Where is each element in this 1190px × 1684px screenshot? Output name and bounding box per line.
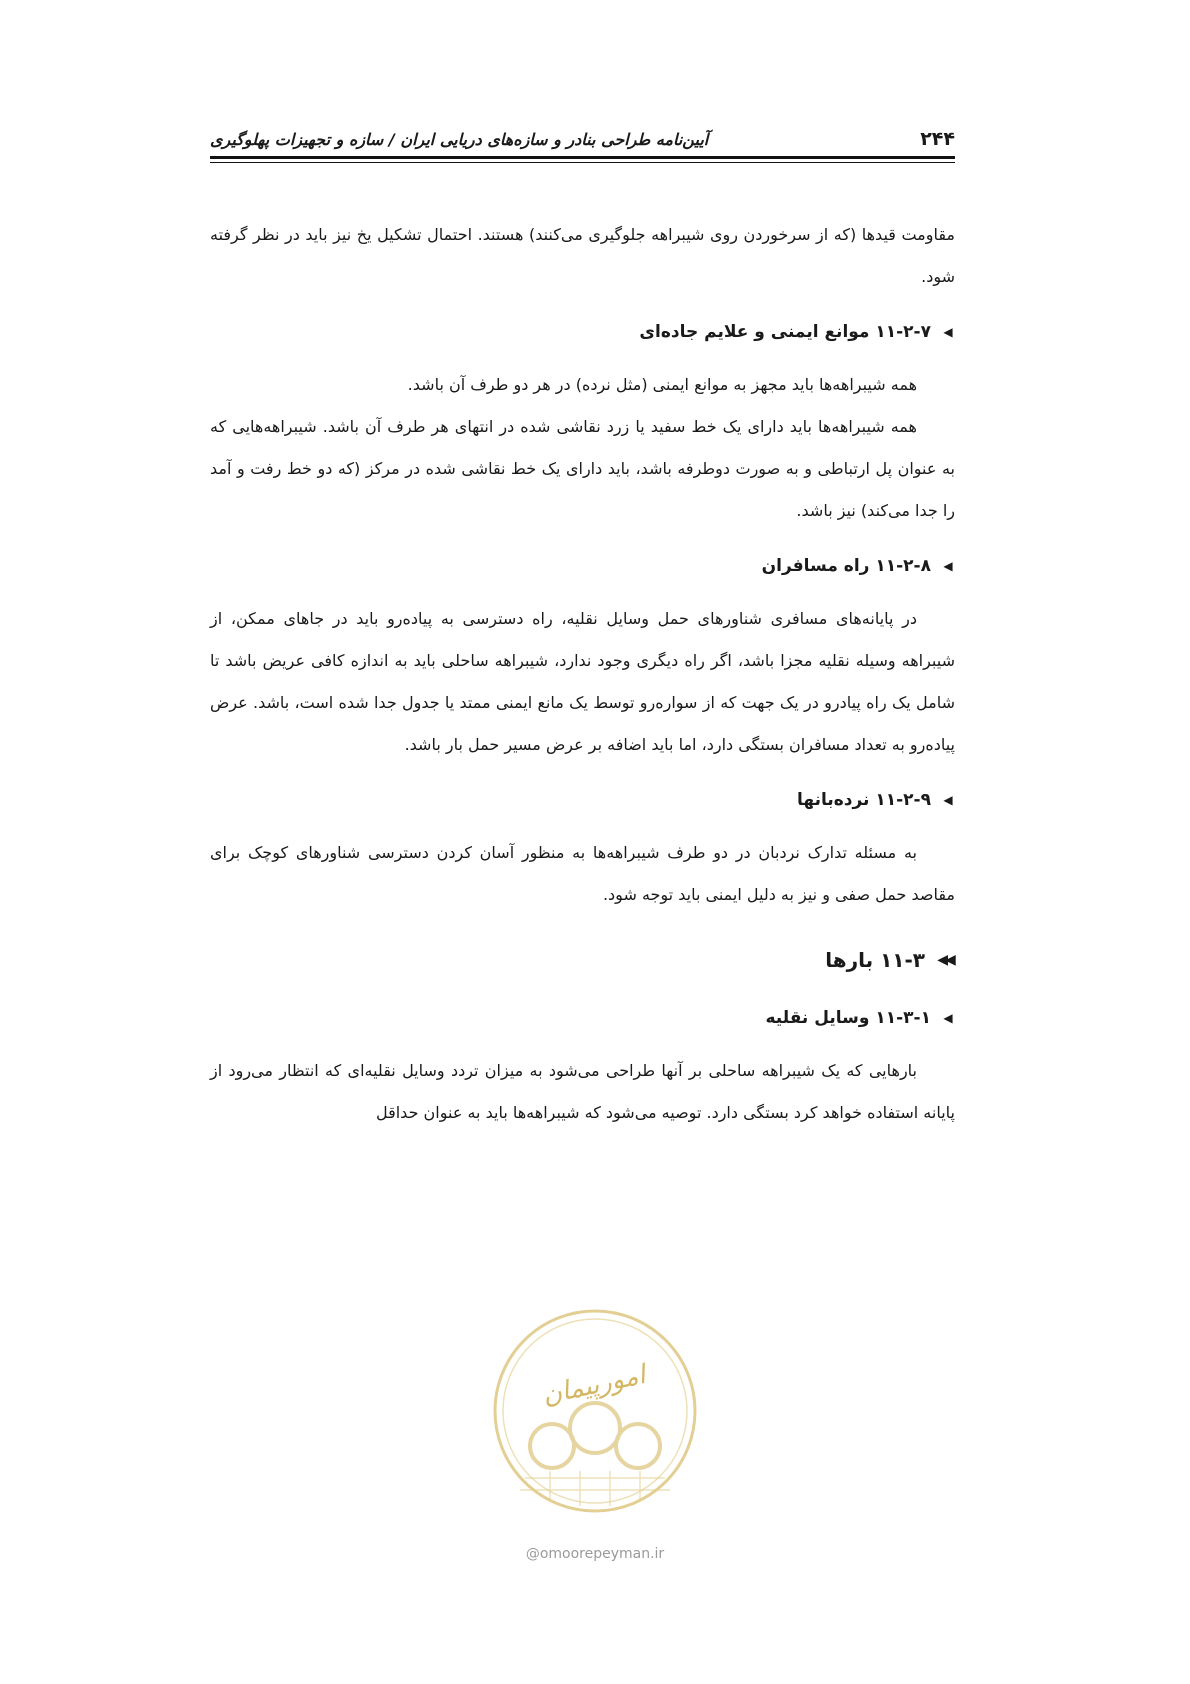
header-rule-thin bbox=[210, 162, 955, 163]
section-title: ۱۱-۲-۸ راه مسافران bbox=[761, 556, 931, 576]
section-title: ۱۱-۲-۷ موانع ایمنی و علایم جاده‌ای bbox=[639, 322, 931, 342]
triangle-left-icon: ◀ bbox=[943, 1011, 953, 1025]
section-heading-3-1 bbox=[210, 1004, 955, 1032]
watermark-url: @omoorepeyman.ir bbox=[525, 1546, 665, 1562]
triangle-left-icon: ◀ bbox=[943, 793, 953, 807]
page-body bbox=[210, 214, 955, 1134]
paragraph: همه شیبراهه‌ها باید مجهز به موانع ایمنی (مثل نرده) در هر دو طرف آن باشد. bbox=[407, 375, 917, 394]
header-rule-thick bbox=[210, 156, 955, 159]
paragraph: در پایانه‌های مسافری شناورهای حمل وسایل نقلیه، راه دسترسی به پیاده‌رو باید در جاهای ممکن، از شیبراهه وسیله نقلیه مجزا باشد، اگر راه دیگری وجود ندارد، شیبراهه ساحلی باید به اندازه کافی عریض باشد تا شامل یک راه پیادرو در یک جهت که از سواره‌رو توسط یک مانع ایمنی ممتد یا جدول جدا شده است، باشد. عرض پیاده‌رو به تعداد مسافران بستگی دارد، اما باید اضافه بر عرض مسیر حمل بار باشد. bbox=[210, 609, 955, 754]
section-heading-8 bbox=[210, 552, 955, 580]
section-title: ۱۱-۲-۹ نرده‌بانها bbox=[796, 790, 931, 810]
paragraph: بارهایی که یک شیبراهه ساحلی بر آنها طراحی می‌شود به میزان تردد وسایل نقلیه‌ای که انتظار می‌رود از پایانه استفاده خواهد کرد بستگی دارد. توصیه می‌شود که شیبراهه‌ها باید به عنوان حداقل bbox=[210, 1061, 955, 1122]
paragraph: به مسئله تدارک نردبان در دو طرف شیبراهه‌ها به منظور آسان کردن دسترسی شناورهای کوچک برای مقاصد حمل صفی و نیز به دلیل ایمنی باید توجه شود. bbox=[210, 843, 955, 904]
chapter-heading-3 bbox=[210, 946, 955, 974]
intro-paragraph: مقاومت قیدها (که از سرخوردن روی شیبراهه جلوگیری می‌کنند) هستند. احتمال تشکیل یخ نیز باید در نظر گرفته شود. bbox=[210, 225, 955, 286]
triangle-left-icon: ◀ bbox=[943, 559, 953, 573]
double-triangle-left-icon: ◀◀ bbox=[937, 952, 953, 968]
triangle-left-icon: ◀ bbox=[943, 325, 953, 339]
watermark-logo bbox=[490, 1306, 700, 1516]
running-title: آیین‌نامه طراحی بنادر و سازه‌های دریایی ایران / سازه و تجهیزات پهلوگیری bbox=[210, 130, 709, 149]
page-header bbox=[210, 128, 955, 154]
section-heading-9 bbox=[210, 786, 955, 814]
page-number: ۲۴۴ bbox=[920, 128, 955, 150]
paragraph: همه شیبراهه‌ها باید دارای یک خط سفید یا زرد نقاشی شده در انتهای هر طرف آن باشد. شیبراهه‌هایی که به عنوان پل ارتباطی و به صورت دوطرفه باشد، باید دارای یک خط نقاشی شده در مرکز (که دو خط رفت و آمد را جدا می‌کند) نیز باشد. bbox=[210, 417, 955, 520]
watermark-logo-text: امورپیمان bbox=[539, 1359, 649, 1411]
section-title: ۱۱-۳-۱ وسایل نقلیه bbox=[765, 1008, 931, 1028]
section-heading-7 bbox=[210, 318, 955, 346]
chapter-title: ۱۱-۳ بارها bbox=[825, 948, 925, 972]
